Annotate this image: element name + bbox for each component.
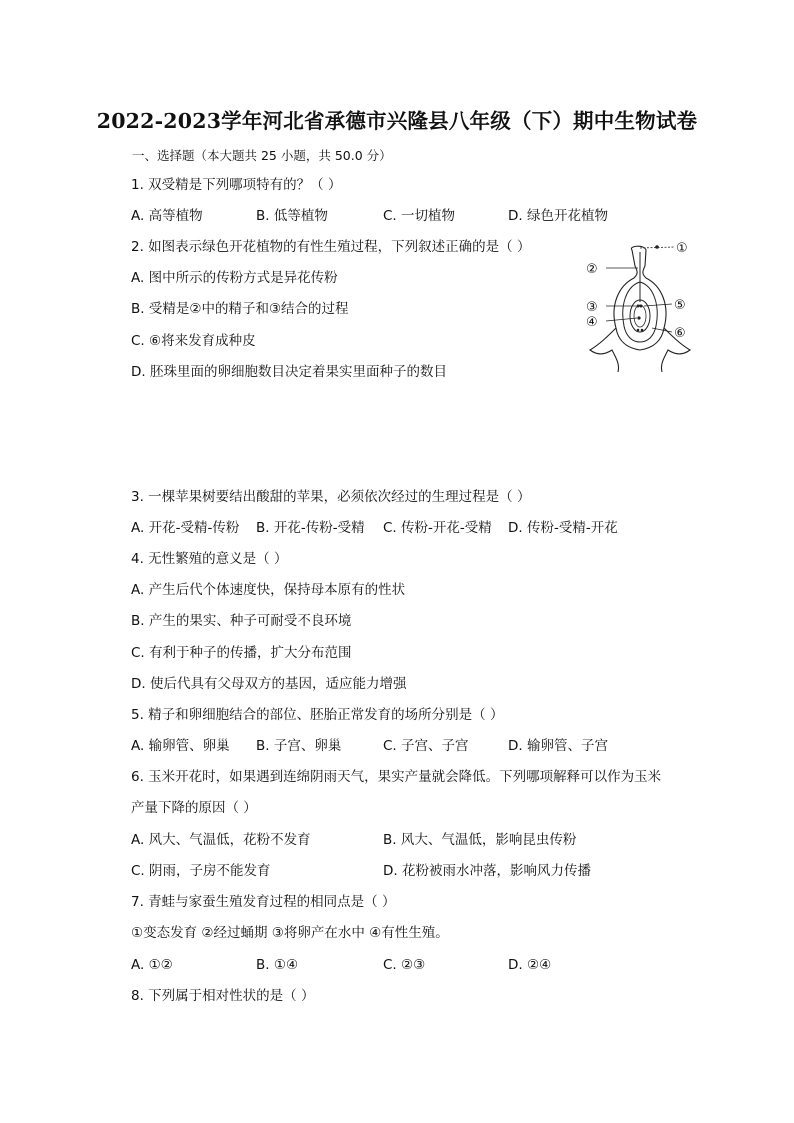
page-title: 2022-2023学年河北省承德市兴隆县八年级（下）期中生物试卷	[96, 109, 698, 133]
q3-option-d[interactable]: D. 传粉-受精-开花	[508, 520, 618, 536]
flower-fertilization-diagram	[580, 236, 700, 376]
question-1-stem: 1. 双受精是下列哪项特有的？（ ）	[131, 177, 342, 193]
q5-option-c[interactable]: C. 子宫、子宫	[383, 738, 469, 754]
question-3-stem: 3. 一棵苹果树要结出酸甜的苹果，必须依次经过的生理过程是（ ）	[131, 489, 531, 505]
q7-option-a[interactable]: A. ①②	[131, 957, 173, 973]
diagram-label-4: ④	[586, 315, 598, 330]
q3-option-b[interactable]: B. 开花-传粉-受精	[256, 520, 365, 536]
question-2-stem: 2. 如图表示绿色开花植物的有性生殖过程，下列叙述正确的是（ ）	[131, 239, 531, 255]
q2-option-a[interactable]: A. 图中所示的传粉方式是异花传粉	[131, 270, 338, 286]
diagram-label-5: ⑤	[674, 298, 686, 313]
q1-option-b[interactable]: B. 低等植物	[256, 208, 328, 224]
diagram-label-6: ⑥	[674, 326, 686, 341]
question-7-stem: 7. 青蛙与家蚕生殖发育过程的相同点是（ ）	[131, 894, 396, 910]
section-heading: 一、选择题（本大题共 25 小题，共 50.0 分）	[132, 148, 392, 163]
q6-option-d[interactable]: D. 花粉被雨水冲落，影响风力传播	[383, 863, 591, 879]
question-8-stem: 8. 下列属于相对性状的是（ ）	[131, 988, 315, 1004]
q5-option-d[interactable]: D. 输卵管、子宫	[508, 738, 608, 754]
q5-option-b[interactable]: B. 子宫、卵巢	[256, 738, 342, 754]
q7-option-b[interactable]: B. ①④	[256, 957, 299, 973]
q2-option-b[interactable]: B. 受精是②中的精子和③结合的过程	[131, 301, 349, 317]
question-5-stem: 5. 精子和卵细胞结合的部位、胚胎正常发育的场所分别是（ ）	[131, 707, 504, 723]
q6-option-c[interactable]: C. 阴雨，子房不能发育	[131, 863, 271, 879]
question-6-stem-line-1: 6. 玉米开花时，如果遇到连绵阴雨天气，果实产量就会降低。下列哪项解释可以作为玉米	[131, 769, 662, 785]
q2-option-d[interactable]: D. 胚珠里面的卵细胞数目决定着果实里面种子的数目	[131, 364, 447, 380]
q1-option-c[interactable]: C. 一切植物	[383, 208, 456, 224]
q3-option-c[interactable]: C. 传粉-开花-受精	[383, 520, 492, 536]
q1-option-d[interactable]: D. 绿色开花植物	[508, 208, 608, 224]
question-7-items: ①变态发育 ②经过蛹期 ③将卵产在水中 ④有性生殖。	[131, 925, 449, 941]
diagram-label-2: ②	[586, 262, 598, 277]
question-6-stem-line-2: 产量下降的原因（ ）	[131, 800, 257, 816]
q3-option-a[interactable]: A. 开花-受精-传粉	[131, 520, 240, 536]
q6-option-b[interactable]: B. 风大、气温低，影响昆虫传粉	[383, 832, 577, 848]
q4-option-b[interactable]: B. 产生的果实、种子可耐受不良环境	[131, 613, 352, 629]
q1-option-a[interactable]: A. 高等植物	[131, 208, 203, 224]
q2-option-c[interactable]: C. ⑥将来发育成种皮	[131, 333, 256, 349]
q6-option-a[interactable]: A. 风大、气温低，花粉不发育	[131, 832, 311, 848]
q5-option-a[interactable]: A. 输卵管、卵巢	[131, 738, 230, 754]
diagram-label-1: ①	[676, 241, 688, 256]
diagram-label-3: ③	[586, 300, 598, 315]
q7-option-d[interactable]: D. ②④	[508, 957, 552, 973]
q4-option-c[interactable]: C. 有利于种子的传播，扩大分布范围	[131, 645, 352, 661]
q4-option-d[interactable]: D. 使后代具有父母双方的基因，适应能力增强	[131, 676, 407, 692]
q4-option-a[interactable]: A. 产生后代个体速度快，保持母本原有的性状	[131, 582, 406, 598]
q7-option-c[interactable]: C. ②③	[383, 957, 426, 973]
question-4-stem: 4. 无性繁殖的意义是（ ）	[131, 551, 288, 567]
